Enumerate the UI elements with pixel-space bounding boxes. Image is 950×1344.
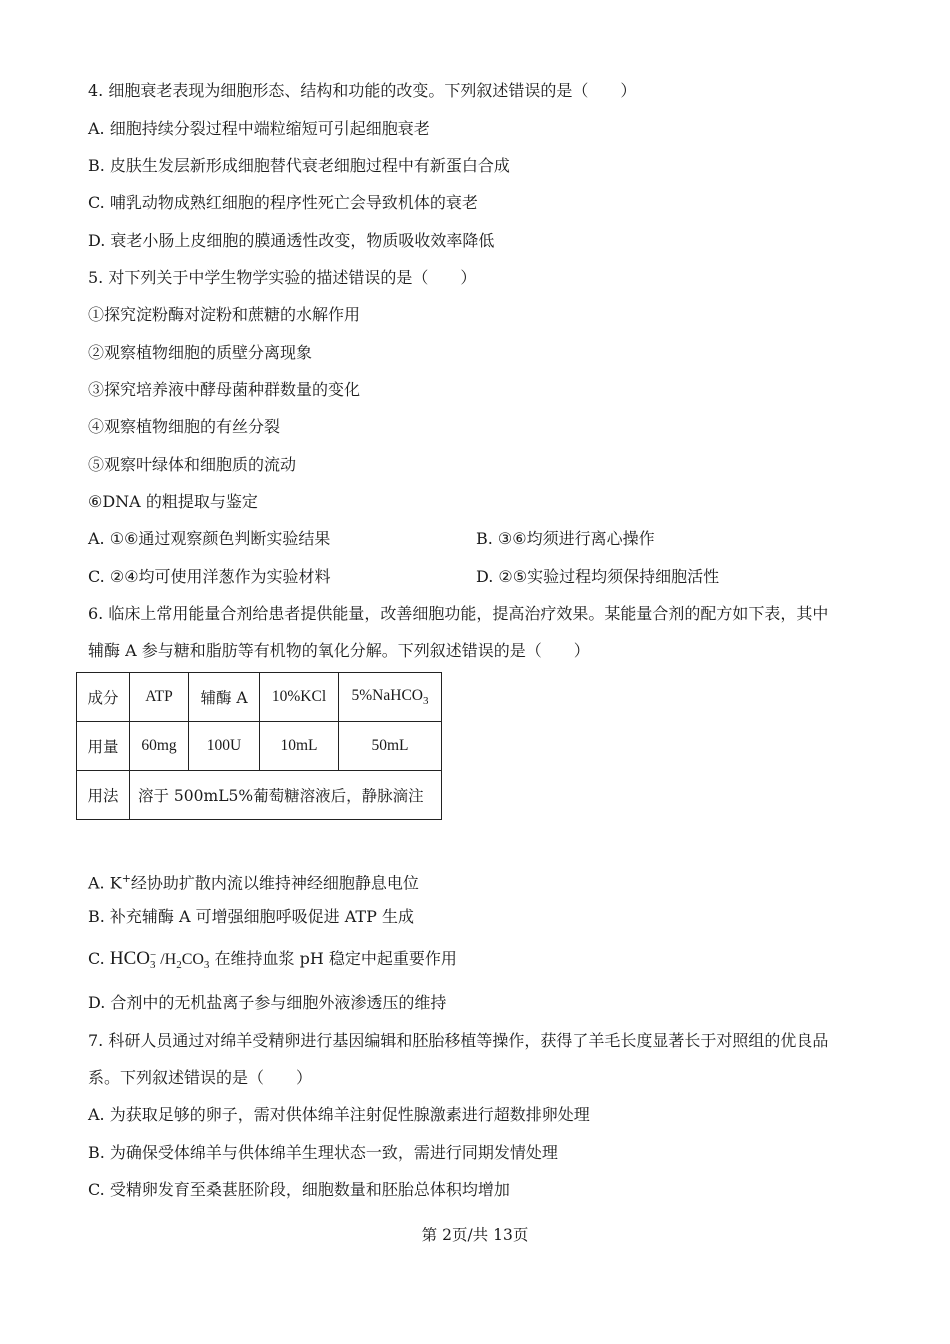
carbonic-acid-h-subscript: 2 [176,959,182,972]
q6-option-a [88,868,419,894]
q4-option-b: B. 皮肤生发层新形成细胞替代衰老细胞过程中有新蛋白合成 [88,156,510,175]
q4-option-c: C. 哺乳动物成熟红细胞的程序性死亡会导致机体的衰老 [88,193,478,212]
q6-option-d: D. 合剂中的无机盐离子参与细胞外液渗透压的维持 [88,993,447,1012]
q5-item-3: ③探究培养液中酵母菌种群数量的变化 [88,380,361,399]
table-cell-amount-kcl: 10mL [260,722,339,771]
q6-option-c-text: 在维持血浆 pH 稳定中起重要作用 [209,949,457,968]
q6-option-c [88,948,457,976]
bicarbonate-subscript: 3 [149,958,156,971]
q5-stem: 5. 对下列关于中学生物学实验的描述错误的是（ ） [88,268,477,287]
nahco3-text: 5%NaHCO [351,686,423,704]
q4-stem: 4. 细胞衰老表现为细胞形态、结构和功能的改变。下列叙述错误的是（ ） [88,81,637,100]
q4-option-a: A. 细胞持续分裂过程中端粒缩短可引起细胞衰老 [88,119,430,138]
table-cell-amount-label: 用量 [77,722,130,771]
q6-option-a-superscript: + [121,872,131,885]
table-cell-ingredient-nahco3 [339,673,442,722]
bicarbonate-symbol: HCO [109,948,150,969]
q5-item-6: ⑥DNA 的粗提取与鉴定 [88,492,258,511]
q5-item-1: ①探究淀粉酶对淀粉和蔗糖的水解作用 [88,305,361,324]
table-cell-amount-nahco3: 50mL [339,722,442,771]
table-cell-usage-label: 用法 [77,771,130,820]
bicarbonate-charge: − [149,948,157,961]
q5-item-2: ②观察植物细胞的质壁分离现象 [88,343,313,362]
q6-option-c-prefix: C. [88,949,110,968]
q6-stem-line2: 辅酶 A 参与糖和脂肪等有机物的氧化分解。下列叙述错误的是（ ） [88,641,590,660]
q6-option-b: B. 补充辅酶 A 可增强细胞呼吸促进 ATP 生成 [88,907,414,926]
q7-stem-line2: 系。下列叙述错误的是（ ） [88,1068,313,1087]
table-cell-ingredient-atp: ATP [130,673,189,722]
carbonic-acid-co: CO [181,951,204,968]
q5-option-c: C. ②④均可使用洋葱作为实验材料 [88,567,331,586]
q7-option-a: A. 为获取足够的卵子，需对供体绵羊注射促性腺激素进行超数排卵处理 [88,1105,590,1124]
table-row-usage [77,771,442,820]
q5-option-b: B. ③⑥均须进行离心操作 [476,529,655,548]
table-cell-ingredient-kcl: 10%KCl [260,673,339,722]
table-row-amounts [77,722,442,771]
table-cell-amount-atp: 60mg [130,722,189,771]
energy-mix-recipe-table [76,672,442,820]
q7-option-c: C. 受精卵发育至桑葚胚阶段，细胞数量和胚胎总体积均增加 [88,1180,510,1199]
table-cell-ingredient-label: 成分 [77,673,130,722]
table-cell-ingredient-coenzyme-a: 辅酶 A [189,673,260,722]
nahco3-subscript: 3 [422,695,429,708]
bicarbonate-formula [110,948,156,969]
q5-option-a: A. ①⑥通过观察颜色判断实验结果 [88,529,331,548]
q6-stem-line1: 6. 临床上常用能量合剂给患者提供能量，改善细胞功能，提高治疗效果。某能量合剂的配方如下表，其中 [88,604,829,623]
q7-option-b: B. 为确保受体绵羊与供体绵羊生理状态一致，需进行同期发情处理 [88,1143,558,1162]
q7-stem-line1: 7. 科研人员通过对绵羊受精卵进行基因编辑和胚胎移植等操作，获得了羊毛长度显著长于对照组的优良品 [88,1031,829,1050]
q5-item-5: ⑤观察叶绿体和细胞质的流动 [88,455,297,474]
q5-option-d: D. ②⑤实验过程均须保持细胞活性 [476,567,720,586]
table-cell-usage: 溶于 500mL5%葡萄糖溶液后，静脉滴注 [130,771,442,820]
page-number-footer: 第 2页/共 13页 [421,1226,529,1244]
table-cell-amount-coenzyme-a: 100U [189,722,260,771]
q4-option-d: D. 衰老小肠上皮细胞的膜通透性改变，物质吸收效率降低 [88,231,495,250]
q6-option-a-prefix: A. K [88,873,122,893]
carbonic-acid-o-subscript: 3 [203,959,210,972]
q6-option-c-slash: /H [156,951,177,968]
q5-item-4: ④观察植物细胞的有丝分裂 [88,417,281,436]
q6-option-a-text: 经协助扩散内流以维持神经细胞静息电位 [130,873,419,893]
table-row-ingredients [77,673,442,722]
